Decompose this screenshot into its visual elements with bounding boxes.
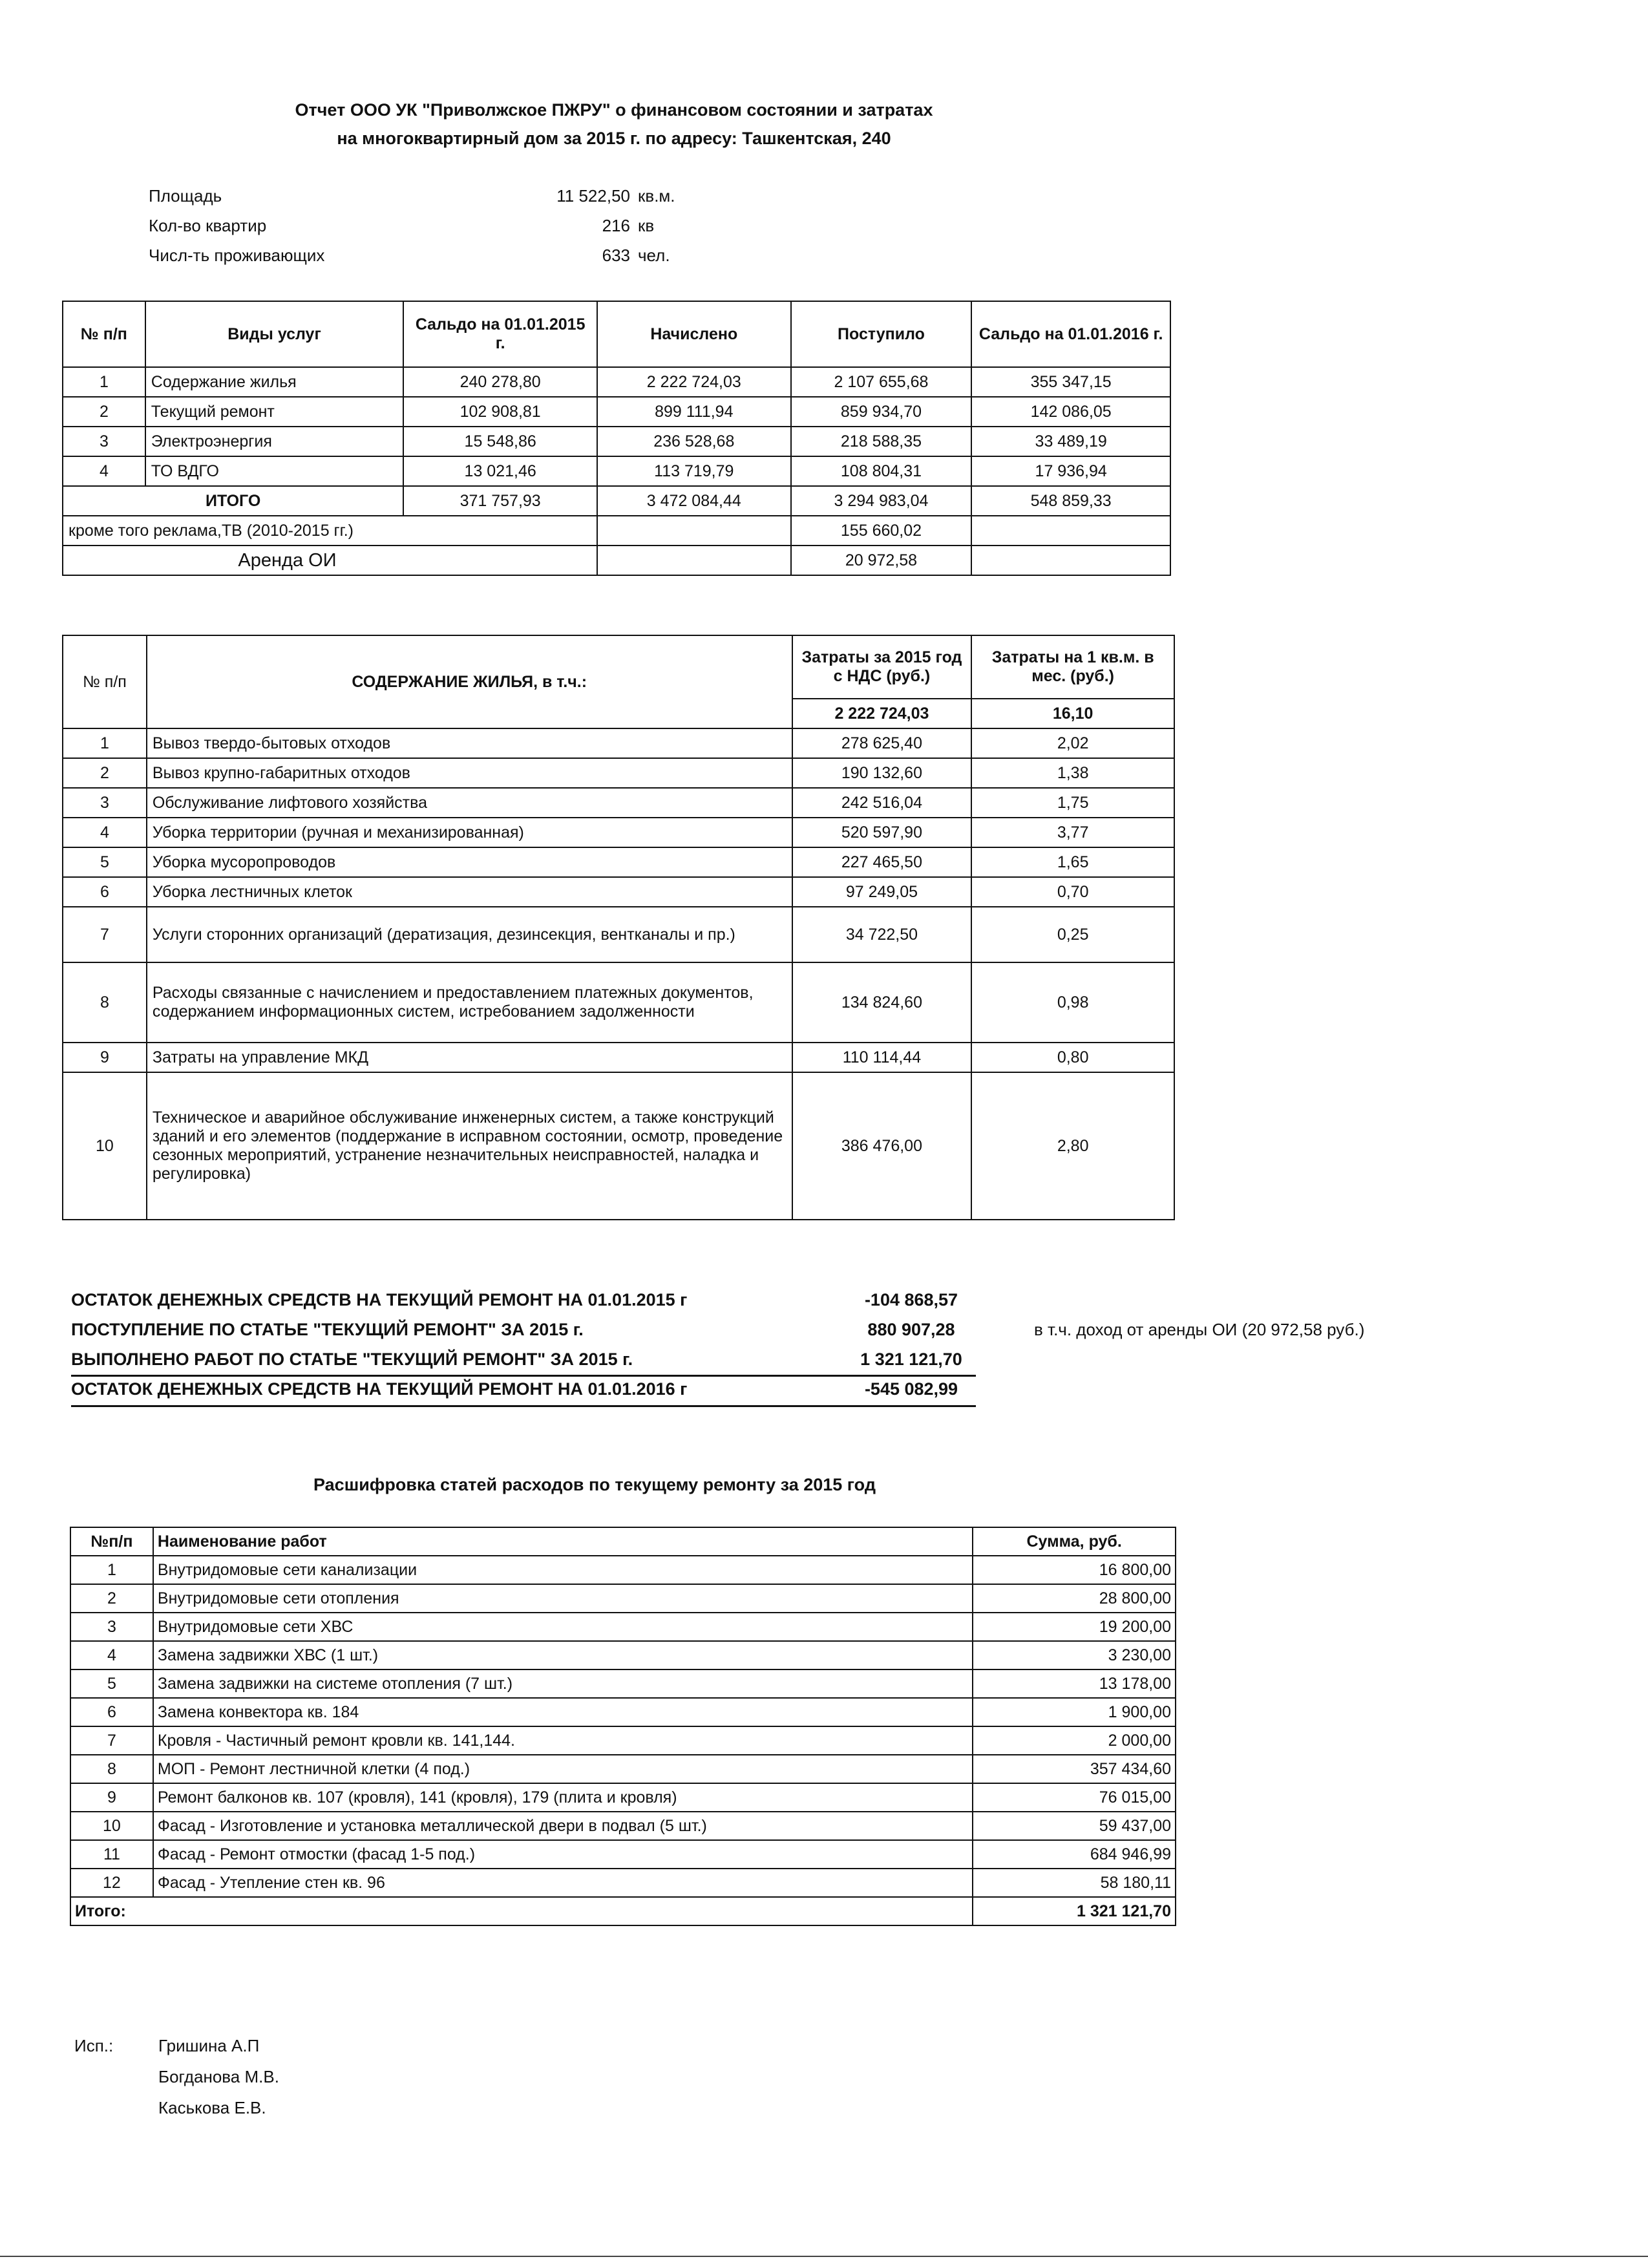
row-number: 10	[70, 1812, 153, 1840]
info-label: Площадь	[149, 186, 222, 206]
building-info	[149, 186, 675, 275]
saldo-2015: 13 021,46	[403, 456, 597, 486]
executor-name: Гришина А.П	[158, 2036, 260, 2055]
balance-value: 1 321 121,70	[860, 1349, 962, 1369]
item-per-m2: 1,75	[971, 788, 1174, 818]
work-name: Внутридомовые сети ХВС	[153, 1613, 973, 1641]
work-name: Внутридомовые сети отопления	[153, 1584, 973, 1613]
executors-block	[74, 2036, 279, 2129]
saldo-2016: 33 489,19	[971, 427, 1170, 456]
charged: 113 719,79	[597, 456, 791, 486]
work-name: Фасад - Утепление стен кв. 96	[153, 1869, 973, 1897]
received: 108 804,31	[791, 456, 972, 486]
row-number: 2	[63, 758, 147, 788]
header-cell: Сумма, руб.	[973, 1527, 1176, 1556]
table-row	[70, 1556, 1176, 1584]
table-row	[63, 1072, 1174, 1220]
item-name: Затраты на управление МКД	[147, 1043, 792, 1072]
table-row	[70, 1755, 1176, 1783]
total-per-m2: 16,10	[971, 699, 1174, 728]
row-number: 4	[63, 818, 147, 847]
table-row	[63, 877, 1174, 907]
table-row	[70, 1669, 1176, 1698]
header-cell: Сальдо на 01.01.2016 г.	[971, 301, 1170, 367]
repair-balance-block	[71, 1285, 1590, 1404]
repairs-total-row	[70, 1897, 1176, 1925]
empty-cell	[971, 546, 1170, 575]
table-row	[70, 1584, 1176, 1613]
item-cost: 110 114,44	[792, 1043, 972, 1072]
item-name: Уборка территории (ручная и механизированная)	[147, 818, 792, 847]
saldo-2016: 355 347,15	[971, 367, 1170, 397]
work-sum: 16 800,00	[973, 1556, 1176, 1584]
table-row	[63, 962, 1174, 1043]
received: 859 934,70	[791, 397, 972, 427]
table-row	[70, 1726, 1176, 1755]
item-name: Вывоз крупно-габаритных отходов	[147, 758, 792, 788]
extra-label: кроме того реклама,ТВ (2010-2015 гг.)	[63, 516, 597, 546]
header-cell: Виды услуг	[145, 301, 404, 367]
table-row	[70, 1840, 1176, 1869]
maintenance-header-row	[63, 635, 1174, 699]
extra-row-advertising	[63, 516, 1170, 546]
maintenance-table	[62, 635, 1175, 1220]
item-per-m2: 1,38	[971, 758, 1174, 788]
work-sum: 76 015,00	[973, 1783, 1176, 1812]
divider	[71, 1375, 976, 1377]
balance-row	[71, 1285, 1590, 1315]
services-table	[62, 301, 1171, 576]
received: 218 588,35	[791, 427, 972, 456]
executor-row	[74, 2098, 279, 2129]
row-number: 3	[70, 1613, 153, 1641]
total-label: Итого:	[70, 1897, 973, 1925]
repairs-table	[70, 1527, 1176, 1926]
row-number: 7	[63, 907, 147, 962]
row-number: 6	[70, 1698, 153, 1726]
balance-value: -545 082,99	[864, 1379, 958, 1399]
received: 2 107 655,68	[791, 367, 972, 397]
balance-value: -104 868,57	[864, 1289, 958, 1309]
executor-name: Каськова Е.В.	[158, 2098, 266, 2117]
balance-row	[71, 1374, 1590, 1404]
row-number: 11	[70, 1840, 153, 1869]
info-unit: кв.м.	[638, 186, 675, 206]
total-row	[63, 486, 1170, 516]
services-header-row	[63, 301, 1170, 367]
table-row	[63, 456, 1170, 486]
empty-cell	[971, 516, 1170, 546]
report-title-line-2: на многоквартирный дом за 2015 г. по адресу: Ташкентская, 240	[337, 129, 891, 148]
item-cost: 520 597,90	[792, 818, 972, 847]
table-row	[63, 788, 1174, 818]
item-per-m2: 0,70	[971, 877, 1174, 907]
empty-cell	[597, 516, 791, 546]
executor-row	[74, 2036, 279, 2067]
total-cost: 2 222 724,03	[792, 699, 972, 728]
report-title	[0, 96, 1228, 153]
executor-name: Богданова М.В.	[158, 2067, 279, 2086]
report-title-line-1: Отчет ООО УК "Приволжское ПЖРУ" о финансовом состоянии и затратах	[295, 100, 933, 120]
work-name: Кровля - Частичный ремонт кровли кв. 141,144.	[153, 1726, 973, 1755]
total-label: ИТОГО	[63, 486, 403, 516]
work-name: МОП - Ремонт лестничной клетки (4 под.)	[153, 1755, 973, 1783]
service-name: Содержание жилья	[145, 367, 404, 397]
item-name: Техническое и аварийное обслуживание инженерных систем, а также конструкций зданий и его элементов (поддержание в исправном состоянии, осмотр, проведение сезонных мероприятий, устранение незначительных неисправностей, наладка и регулировка)	[147, 1072, 792, 1220]
row-number: 5	[63, 847, 147, 877]
info-row-residents	[149, 246, 675, 275]
row-number: 9	[63, 1043, 147, 1072]
item-per-m2: 2,02	[971, 728, 1174, 758]
total-saldo-2016: 548 859,33	[971, 486, 1170, 516]
info-row-area	[149, 186, 675, 216]
row-number: 2	[70, 1584, 153, 1613]
service-name: Электроэнергия	[145, 427, 404, 456]
extra-row-rent	[63, 546, 1170, 575]
saldo-2015: 102 908,81	[403, 397, 597, 427]
header-cell: Наименование работ	[153, 1527, 973, 1556]
item-cost: 242 516,04	[792, 788, 972, 818]
header-cell: Начислено	[597, 301, 791, 367]
item-name: Обслуживание лифтового хозяйства	[147, 788, 792, 818]
executor-row	[74, 2067, 279, 2098]
row-number: 7	[70, 1726, 153, 1755]
balance-row	[71, 1315, 1590, 1344]
service-name: ТО ВДГО	[145, 456, 404, 486]
work-sum: 58 180,11	[973, 1869, 1176, 1897]
work-sum: 2 000,00	[973, 1726, 1176, 1755]
balance-label: ОСТАТОК ДЕНЕЖНЫХ СРЕДСТВ НА ТЕКУЩИЙ РЕМОНТ НА 01.01.2016 г	[71, 1379, 688, 1399]
work-sum: 19 200,00	[973, 1613, 1176, 1641]
info-label: Кол-во квартир	[149, 216, 267, 235]
header-cell: Затраты за 2015 год с НДС (руб.)	[792, 635, 972, 699]
header-cell: № п/п	[63, 635, 147, 728]
table-row	[70, 1698, 1176, 1726]
table-row	[70, 1783, 1176, 1812]
row-number: 2	[63, 397, 145, 427]
header-cell: Затраты на 1 кв.м. в мес. (руб.)	[971, 635, 1174, 699]
header-cell: Сальдо на 01.01.2015 г.	[403, 301, 597, 367]
item-name: Услуги сторонних организаций (дератизация, дезинсекция, вентканалы и пр.)	[147, 907, 792, 962]
work-sum: 59 437,00	[973, 1812, 1176, 1840]
row-number: 4	[70, 1641, 153, 1669]
total-charged: 3 472 084,44	[597, 486, 791, 516]
balance-note: в т.ч. доход от аренды ОИ (20 972,58 руб.)	[1034, 1319, 1365, 1339]
table-row	[63, 818, 1174, 847]
extra-label: Аренда ОИ	[63, 546, 597, 575]
work-name: Замена конвектора кв. 184	[153, 1698, 973, 1726]
item-cost: 134 824,60	[792, 962, 972, 1043]
empty-cell	[597, 546, 791, 575]
balance-value: 880 907,28	[867, 1319, 955, 1339]
work-sum: 3 230,00	[973, 1641, 1176, 1669]
table-row	[63, 397, 1170, 427]
total-saldo-2015: 371 757,93	[403, 486, 597, 516]
table-row	[63, 367, 1170, 397]
work-sum: 13 178,00	[973, 1669, 1176, 1698]
row-number: 5	[70, 1669, 153, 1698]
item-name: Расходы связанные с начислением и предоставлением платежных документов, содержанием информационных систем, истребованием задолженности	[147, 962, 792, 1043]
info-unit: чел.	[638, 246, 670, 265]
page-edge-line	[0, 2256, 1648, 2257]
row-number: 9	[70, 1783, 153, 1812]
work-name: Фасад - Изготовление и установка металлической двери в подвал (5 шт.)	[153, 1812, 973, 1840]
repairs-title: Расшифровка статей расходов по текущему ремонту за 2015 год	[313, 1475, 876, 1494]
info-label: Числ-ть проживающих	[149, 246, 325, 265]
row-number: 12	[70, 1869, 153, 1897]
item-cost: 97 249,05	[792, 877, 972, 907]
divider	[71, 1405, 976, 1407]
item-cost: 386 476,00	[792, 1072, 972, 1220]
info-value: 633	[602, 246, 630, 265]
header-cell: Поступило	[791, 301, 972, 367]
item-per-m2: 0,98	[971, 962, 1174, 1043]
work-sum: 28 800,00	[973, 1584, 1176, 1613]
charged: 236 528,68	[597, 427, 791, 456]
work-sum: 684 946,99	[973, 1840, 1176, 1869]
item-per-m2: 0,25	[971, 907, 1174, 962]
table-row	[63, 847, 1174, 877]
extra-received: 20 972,58	[791, 546, 972, 575]
row-number: 1	[63, 367, 145, 397]
work-sum: 1 900,00	[973, 1698, 1176, 1726]
row-number: 1	[70, 1556, 153, 1584]
header-cell: №п/п	[70, 1527, 153, 1556]
saldo-2016: 142 086,05	[971, 397, 1170, 427]
row-number: 1	[63, 728, 147, 758]
work-sum: 357 434,60	[973, 1755, 1176, 1783]
row-number: 8	[63, 962, 147, 1043]
extra-received: 155 660,02	[791, 516, 972, 546]
saldo-2015: 240 278,80	[403, 367, 597, 397]
info-value: 11 522,50	[556, 186, 630, 206]
total-received: 3 294 983,04	[791, 486, 972, 516]
row-number: 8	[70, 1755, 153, 1783]
work-name: Фасад - Ремонт отмостки (фасад 1-5 под.)	[153, 1840, 973, 1869]
saldo-2016: 17 936,94	[971, 456, 1170, 486]
table-row	[63, 427, 1170, 456]
table-row	[63, 1043, 1174, 1072]
balance-row	[71, 1344, 1590, 1374]
item-per-m2: 3,77	[971, 818, 1174, 847]
item-cost: 278 625,40	[792, 728, 972, 758]
balance-label: ПОСТУПЛЕНИЕ ПО СТАТЬЕ "ТЕКУЩИЙ РЕМОНТ" ЗА 2015 г.	[71, 1319, 584, 1339]
service-name: Текущий ремонт	[145, 397, 404, 427]
table-row	[63, 728, 1174, 758]
item-per-m2: 0,80	[971, 1043, 1174, 1072]
table-row	[70, 1812, 1176, 1840]
table-row	[70, 1869, 1176, 1897]
row-number: 3	[63, 427, 145, 456]
saldo-2015: 15 548,86	[403, 427, 597, 456]
item-per-m2: 1,65	[971, 847, 1174, 877]
item-name: Уборка мусоропроводов	[147, 847, 792, 877]
balance-label: ВЫПОЛНЕНО РАБОТ ПО СТАТЬЕ "ТЕКУЩИЙ РЕМОНТ" ЗА 2015 г.	[71, 1349, 633, 1369]
header-cell: СОДЕРЖАНИЕ ЖИЛЬЯ, в т.ч.:	[147, 635, 792, 728]
work-name: Замена задвижки ХВС (1 шт.)	[153, 1641, 973, 1669]
info-value: 216	[602, 216, 630, 235]
info-row-apartments	[149, 216, 675, 246]
executors-label: Исп.:	[74, 2036, 114, 2055]
work-name: Замена задвижки на системе отопления (7 шт.)	[153, 1669, 973, 1698]
item-name: Вывоз твердо-бытовых отходов	[147, 728, 792, 758]
table-row	[63, 758, 1174, 788]
work-name: Ремонт балконов кв. 107 (кровля), 141 (кровля), 179 (плита и кровля)	[153, 1783, 973, 1812]
row-number: 6	[63, 877, 147, 907]
repairs-header-row	[70, 1527, 1176, 1556]
item-per-m2: 2,80	[971, 1072, 1174, 1220]
header-cell: № п/п	[63, 301, 145, 367]
row-number: 10	[63, 1072, 147, 1220]
item-cost: 34 722,50	[792, 907, 972, 962]
table-row	[70, 1641, 1176, 1669]
table-row	[63, 907, 1174, 962]
charged: 899 111,94	[597, 397, 791, 427]
item-name: Уборка лестничных клеток	[147, 877, 792, 907]
charged: 2 222 724,03	[597, 367, 791, 397]
total-sum: 1 321 121,70	[973, 1897, 1176, 1925]
row-number: 4	[63, 456, 145, 486]
item-cost: 227 465,50	[792, 847, 972, 877]
row-number: 3	[63, 788, 147, 818]
work-name: Внутридомовые сети канализации	[153, 1556, 973, 1584]
info-unit: кв	[638, 216, 655, 235]
balance-label: ОСТАТОК ДЕНЕЖНЫХ СРЕДСТВ НА ТЕКУЩИЙ РЕМОНТ НА 01.01.2015 г	[71, 1289, 688, 1309]
item-cost: 190 132,60	[792, 758, 972, 788]
table-row	[70, 1613, 1176, 1641]
